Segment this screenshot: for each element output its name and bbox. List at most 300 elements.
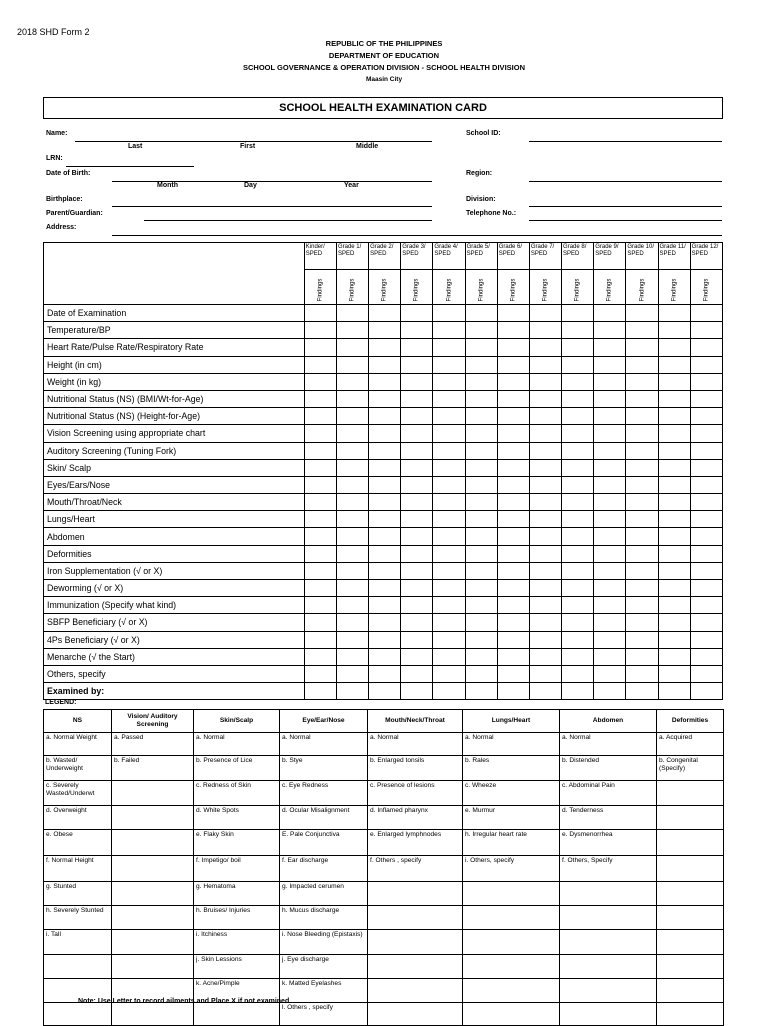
exam-entry-cell[interactable] [401, 305, 433, 322]
exam-entry-cell[interactable] [562, 305, 594, 322]
exam-entry-cell[interactable] [497, 614, 529, 631]
exam-entry-cell[interactable] [497, 580, 529, 597]
exam-entry-cell[interactable] [529, 322, 561, 339]
exam-entry-cell[interactable] [304, 322, 336, 339]
exam-entry-cell[interactable] [465, 683, 497, 700]
exam-entry-cell[interactable] [336, 425, 368, 442]
exam-entry-cell[interactable] [690, 562, 722, 579]
exam-entry-cell[interactable] [497, 494, 529, 511]
exam-entry-cell[interactable] [401, 425, 433, 442]
exam-entry-cell[interactable] [594, 665, 626, 682]
exam-entry-cell[interactable] [594, 614, 626, 631]
exam-entry-cell[interactable] [497, 425, 529, 442]
exam-entry-cell[interactable] [529, 442, 561, 459]
exam-entry-cell[interactable] [658, 425, 690, 442]
exam-entry-cell[interactable] [465, 442, 497, 459]
exam-entry-cell[interactable] [690, 614, 722, 631]
exam-entry-cell[interactable] [497, 322, 529, 339]
exam-entry-cell[interactable] [658, 665, 690, 682]
exam-entry-cell[interactable] [594, 459, 626, 476]
exam-entry-cell[interactable] [465, 373, 497, 390]
exam-entry-cell[interactable] [529, 665, 561, 682]
exam-entry-cell[interactable] [529, 597, 561, 614]
exam-entry-cell[interactable] [401, 442, 433, 459]
exam-entry-cell[interactable] [465, 322, 497, 339]
exam-entry-cell[interactable] [369, 494, 401, 511]
exam-entry-cell[interactable] [658, 459, 690, 476]
exam-entry-cell[interactable] [304, 511, 336, 528]
exam-entry-cell[interactable] [369, 562, 401, 579]
exam-entry-cell[interactable] [626, 511, 658, 528]
exam-entry-cell[interactable] [401, 408, 433, 425]
exam-entry-cell[interactable] [433, 408, 465, 425]
exam-entry-cell[interactable] [304, 459, 336, 476]
exam-entry-cell[interactable] [690, 494, 722, 511]
exam-entry-cell[interactable] [401, 459, 433, 476]
exam-entry-cell[interactable] [529, 511, 561, 528]
exam-entry-cell[interactable] [465, 476, 497, 493]
exam-entry-cell[interactable] [304, 683, 336, 700]
exam-entry-cell[interactable] [497, 459, 529, 476]
exam-entry-cell[interactable] [401, 562, 433, 579]
exam-entry-cell[interactable] [433, 305, 465, 322]
exam-entry-cell[interactable] [594, 528, 626, 545]
exam-entry-cell[interactable] [658, 631, 690, 648]
exam-entry-cell[interactable] [465, 545, 497, 562]
exam-entry-cell[interactable] [433, 528, 465, 545]
exam-entry-cell[interactable] [594, 545, 626, 562]
exam-entry-cell[interactable] [690, 683, 722, 700]
exam-entry-cell[interactable] [433, 545, 465, 562]
exam-entry-cell[interactable] [369, 339, 401, 356]
exam-entry-cell[interactable] [594, 476, 626, 493]
exam-entry-cell[interactable] [304, 648, 336, 665]
exam-entry-cell[interactable] [690, 580, 722, 597]
exam-entry-cell[interactable] [626, 390, 658, 407]
exam-entry-cell[interactable] [369, 648, 401, 665]
exam-entry-cell[interactable] [594, 442, 626, 459]
exam-entry-cell[interactable] [594, 322, 626, 339]
exam-entry-cell[interactable] [658, 322, 690, 339]
parent-field[interactable] [144, 220, 432, 221]
exam-entry-cell[interactable] [465, 665, 497, 682]
exam-entry-cell[interactable] [690, 665, 722, 682]
exam-entry-cell[interactable] [433, 322, 465, 339]
exam-entry-cell[interactable] [562, 614, 594, 631]
exam-entry-cell[interactable] [336, 356, 368, 373]
exam-entry-cell[interactable] [594, 597, 626, 614]
exam-entry-cell[interactable] [658, 408, 690, 425]
exam-entry-cell[interactable] [336, 597, 368, 614]
exam-entry-cell[interactable] [626, 580, 658, 597]
exam-entry-cell[interactable] [465, 305, 497, 322]
exam-entry-cell[interactable] [658, 494, 690, 511]
exam-entry-cell[interactable] [465, 631, 497, 648]
exam-entry-cell[interactable] [304, 562, 336, 579]
exam-entry-cell[interactable] [497, 408, 529, 425]
exam-entry-cell[interactable] [690, 373, 722, 390]
exam-entry-cell[interactable] [497, 356, 529, 373]
exam-entry-cell[interactable] [594, 494, 626, 511]
exam-entry-cell[interactable] [336, 511, 368, 528]
exam-entry-cell[interactable] [497, 339, 529, 356]
exam-entry-cell[interactable] [433, 442, 465, 459]
name-field[interactable] [75, 141, 432, 142]
exam-entry-cell[interactable] [658, 442, 690, 459]
exam-entry-cell[interactable] [369, 511, 401, 528]
exam-entry-cell[interactable] [690, 459, 722, 476]
exam-entry-cell[interactable] [626, 665, 658, 682]
exam-entry-cell[interactable] [658, 648, 690, 665]
exam-entry-cell[interactable] [562, 356, 594, 373]
exam-entry-cell[interactable] [304, 442, 336, 459]
exam-entry-cell[interactable] [658, 528, 690, 545]
exam-entry-cell[interactable] [336, 322, 368, 339]
exam-entry-cell[interactable] [304, 476, 336, 493]
exam-entry-cell[interactable] [336, 390, 368, 407]
exam-entry-cell[interactable] [401, 494, 433, 511]
exam-entry-cell[interactable] [433, 425, 465, 442]
exam-entry-cell[interactable] [401, 614, 433, 631]
exam-entry-cell[interactable] [304, 408, 336, 425]
exam-entry-cell[interactable] [497, 390, 529, 407]
exam-entry-cell[interactable] [433, 476, 465, 493]
exam-entry-cell[interactable] [626, 373, 658, 390]
exam-entry-cell[interactable] [433, 459, 465, 476]
exam-entry-cell[interactable] [369, 545, 401, 562]
exam-entry-cell[interactable] [626, 408, 658, 425]
exam-entry-cell[interactable] [304, 425, 336, 442]
exam-entry-cell[interactable] [369, 442, 401, 459]
exam-entry-cell[interactable] [497, 562, 529, 579]
exam-entry-cell[interactable] [433, 631, 465, 648]
exam-entry-cell[interactable] [304, 390, 336, 407]
exam-entry-cell[interactable] [401, 476, 433, 493]
exam-entry-cell[interactable] [562, 648, 594, 665]
exam-entry-cell[interactable] [594, 390, 626, 407]
exam-entry-cell[interactable] [336, 339, 368, 356]
exam-entry-cell[interactable] [690, 305, 722, 322]
exam-entry-cell[interactable] [369, 528, 401, 545]
exam-entry-cell[interactable] [336, 305, 368, 322]
exam-entry-cell[interactable] [433, 597, 465, 614]
exam-entry-cell[interactable] [433, 580, 465, 597]
exam-entry-cell[interactable] [497, 631, 529, 648]
exam-entry-cell[interactable] [304, 494, 336, 511]
exam-entry-cell[interactable] [690, 322, 722, 339]
exam-entry-cell[interactable] [562, 494, 594, 511]
exam-entry-cell[interactable] [529, 305, 561, 322]
exam-entry-cell[interactable] [465, 425, 497, 442]
exam-entry-cell[interactable] [497, 545, 529, 562]
exam-entry-cell[interactable] [465, 562, 497, 579]
exam-entry-cell[interactable] [369, 425, 401, 442]
exam-entry-cell[interactable] [690, 356, 722, 373]
exam-entry-cell[interactable] [336, 614, 368, 631]
exam-entry-cell[interactable] [658, 390, 690, 407]
exam-entry-cell[interactable] [369, 322, 401, 339]
exam-entry-cell[interactable] [336, 648, 368, 665]
exam-entry-cell[interactable] [562, 597, 594, 614]
exam-entry-cell[interactable] [304, 356, 336, 373]
exam-entry-cell[interactable] [529, 631, 561, 648]
exam-entry-cell[interactable] [562, 459, 594, 476]
exam-entry-cell[interactable] [369, 476, 401, 493]
exam-entry-cell[interactable] [529, 356, 561, 373]
exam-entry-cell[interactable] [562, 511, 594, 528]
exam-entry-cell[interactable] [369, 390, 401, 407]
exam-entry-cell[interactable] [529, 562, 561, 579]
exam-entry-cell[interactable] [690, 511, 722, 528]
exam-entry-cell[interactable] [626, 597, 658, 614]
exam-entry-cell[interactable] [562, 476, 594, 493]
exam-entry-cell[interactable] [336, 631, 368, 648]
exam-entry-cell[interactable] [336, 528, 368, 545]
exam-entry-cell[interactable] [336, 476, 368, 493]
exam-entry-cell[interactable] [594, 408, 626, 425]
exam-entry-cell[interactable] [401, 631, 433, 648]
exam-entry-cell[interactable] [497, 648, 529, 665]
exam-entry-cell[interactable] [304, 528, 336, 545]
exam-entry-cell[interactable] [529, 580, 561, 597]
telephone-field[interactable] [529, 220, 722, 221]
exam-entry-cell[interactable] [304, 373, 336, 390]
exam-entry-cell[interactable] [658, 614, 690, 631]
exam-entry-cell[interactable] [369, 356, 401, 373]
exam-entry-cell[interactable] [626, 562, 658, 579]
exam-entry-cell[interactable] [497, 665, 529, 682]
exam-entry-cell[interactable] [369, 614, 401, 631]
exam-entry-cell[interactable] [658, 339, 690, 356]
exam-entry-cell[interactable] [465, 614, 497, 631]
exam-entry-cell[interactable] [658, 476, 690, 493]
exam-entry-cell[interactable] [594, 373, 626, 390]
exam-entry-cell[interactable] [562, 545, 594, 562]
exam-entry-cell[interactable] [465, 390, 497, 407]
exam-entry-cell[interactable] [304, 631, 336, 648]
exam-entry-cell[interactable] [626, 442, 658, 459]
exam-entry-cell[interactable] [690, 442, 722, 459]
exam-entry-cell[interactable] [562, 562, 594, 579]
exam-entry-cell[interactable] [658, 305, 690, 322]
exam-entry-cell[interactable] [690, 528, 722, 545]
exam-entry-cell[interactable] [401, 597, 433, 614]
exam-entry-cell[interactable] [626, 339, 658, 356]
exam-entry-cell[interactable] [336, 459, 368, 476]
exam-entry-cell[interactable] [594, 305, 626, 322]
exam-entry-cell[interactable] [594, 631, 626, 648]
exam-entry-cell[interactable] [626, 494, 658, 511]
exam-entry-cell[interactable] [336, 408, 368, 425]
exam-entry-cell[interactable] [594, 683, 626, 700]
exam-entry-cell[interactable] [433, 494, 465, 511]
exam-entry-cell[interactable] [690, 390, 722, 407]
exam-entry-cell[interactable] [465, 339, 497, 356]
exam-entry-cell[interactable] [529, 459, 561, 476]
exam-entry-cell[interactable] [658, 545, 690, 562]
exam-entry-cell[interactable] [658, 511, 690, 528]
exam-entry-cell[interactable] [401, 511, 433, 528]
exam-entry-cell[interactable] [433, 614, 465, 631]
exam-entry-cell[interactable] [465, 494, 497, 511]
exam-entry-cell[interactable] [401, 580, 433, 597]
exam-entry-cell[interactable] [497, 476, 529, 493]
exam-entry-cell[interactable] [626, 648, 658, 665]
exam-entry-cell[interactable] [690, 339, 722, 356]
exam-entry-cell[interactable] [304, 597, 336, 614]
exam-entry-cell[interactable] [529, 648, 561, 665]
exam-entry-cell[interactable] [626, 614, 658, 631]
exam-entry-cell[interactable] [497, 511, 529, 528]
exam-entry-cell[interactable] [369, 408, 401, 425]
exam-entry-cell[interactable] [465, 580, 497, 597]
exam-entry-cell[interactable] [497, 597, 529, 614]
exam-entry-cell[interactable] [401, 339, 433, 356]
exam-entry-cell[interactable] [562, 528, 594, 545]
exam-entry-cell[interactable] [529, 683, 561, 700]
exam-entry-cell[interactable] [401, 545, 433, 562]
exam-entry-cell[interactable] [433, 373, 465, 390]
exam-entry-cell[interactable] [658, 373, 690, 390]
exam-entry-cell[interactable] [626, 631, 658, 648]
exam-entry-cell[interactable] [336, 665, 368, 682]
exam-entry-cell[interactable] [658, 683, 690, 700]
exam-entry-cell[interactable] [401, 390, 433, 407]
exam-entry-cell[interactable] [401, 683, 433, 700]
exam-entry-cell[interactable] [626, 545, 658, 562]
exam-entry-cell[interactable] [594, 425, 626, 442]
exam-entry-cell[interactable] [594, 648, 626, 665]
birthplace-field[interactable] [112, 206, 432, 207]
exam-entry-cell[interactable] [626, 356, 658, 373]
exam-entry-cell[interactable] [658, 580, 690, 597]
exam-entry-cell[interactable] [658, 356, 690, 373]
exam-entry-cell[interactable] [626, 459, 658, 476]
exam-entry-cell[interactable] [465, 648, 497, 665]
exam-entry-cell[interactable] [529, 545, 561, 562]
exam-entry-cell[interactable] [433, 648, 465, 665]
exam-entry-cell[interactable] [529, 476, 561, 493]
exam-entry-cell[interactable] [497, 305, 529, 322]
exam-entry-cell[interactable] [529, 408, 561, 425]
address-field[interactable] [112, 235, 722, 236]
exam-entry-cell[interactable] [369, 631, 401, 648]
exam-entry-cell[interactable] [690, 476, 722, 493]
exam-entry-cell[interactable] [626, 425, 658, 442]
region-field[interactable] [529, 181, 722, 182]
exam-entry-cell[interactable] [304, 305, 336, 322]
exam-entry-cell[interactable] [465, 511, 497, 528]
exam-entry-cell[interactable] [658, 597, 690, 614]
exam-entry-cell[interactable] [562, 665, 594, 682]
exam-entry-cell[interactable] [562, 425, 594, 442]
division-field[interactable] [529, 206, 722, 207]
exam-entry-cell[interactable] [690, 545, 722, 562]
exam-entry-cell[interactable] [562, 339, 594, 356]
exam-entry-cell[interactable] [562, 408, 594, 425]
exam-entry-cell[interactable] [562, 683, 594, 700]
exam-entry-cell[interactable] [562, 373, 594, 390]
exam-entry-cell[interactable] [497, 442, 529, 459]
exam-entry-cell[interactable] [658, 562, 690, 579]
exam-entry-cell[interactable] [401, 665, 433, 682]
exam-entry-cell[interactable] [465, 408, 497, 425]
exam-entry-cell[interactable] [497, 683, 529, 700]
exam-entry-cell[interactable] [594, 562, 626, 579]
exam-entry-cell[interactable] [465, 528, 497, 545]
exam-entry-cell[interactable] [369, 373, 401, 390]
exam-entry-cell[interactable] [594, 339, 626, 356]
exam-entry-cell[interactable] [626, 528, 658, 545]
exam-entry-cell[interactable] [304, 339, 336, 356]
exam-entry-cell[interactable] [529, 373, 561, 390]
exam-entry-cell[interactable] [336, 494, 368, 511]
exam-entry-cell[interactable] [401, 356, 433, 373]
exam-entry-cell[interactable] [336, 562, 368, 579]
lrn-field[interactable] [66, 166, 194, 167]
exam-entry-cell[interactable] [304, 580, 336, 597]
exam-entry-cell[interactable] [690, 597, 722, 614]
exam-entry-cell[interactable] [529, 614, 561, 631]
exam-entry-cell[interactable] [497, 373, 529, 390]
exam-entry-cell[interactable] [529, 390, 561, 407]
exam-entry-cell[interactable] [529, 528, 561, 545]
exam-entry-cell[interactable] [433, 665, 465, 682]
exam-entry-cell[interactable] [529, 425, 561, 442]
exam-entry-cell[interactable] [594, 580, 626, 597]
exam-entry-cell[interactable] [497, 528, 529, 545]
exam-entry-cell[interactable] [690, 425, 722, 442]
exam-entry-cell[interactable] [401, 528, 433, 545]
exam-entry-cell[interactable] [433, 562, 465, 579]
exam-entry-cell[interactable] [369, 683, 401, 700]
exam-entry-cell[interactable] [465, 356, 497, 373]
exam-entry-cell[interactable] [690, 648, 722, 665]
exam-entry-cell[interactable] [369, 580, 401, 597]
exam-entry-cell[interactable] [562, 442, 594, 459]
exam-entry-cell[interactable] [529, 339, 561, 356]
exam-entry-cell[interactable] [562, 580, 594, 597]
exam-entry-cell[interactable] [465, 459, 497, 476]
exam-entry-cell[interactable] [690, 631, 722, 648]
school-id-field[interactable] [529, 141, 722, 142]
exam-entry-cell[interactable] [433, 339, 465, 356]
exam-entry-cell[interactable] [401, 648, 433, 665]
exam-entry-cell[interactable] [690, 408, 722, 425]
exam-entry-cell[interactable] [594, 511, 626, 528]
exam-entry-cell[interactable] [304, 614, 336, 631]
exam-entry-cell[interactable] [369, 597, 401, 614]
exam-entry-cell[interactable] [433, 356, 465, 373]
exam-entry-cell[interactable] [626, 683, 658, 700]
exam-entry-cell[interactable] [336, 373, 368, 390]
exam-entry-cell[interactable] [369, 665, 401, 682]
exam-entry-cell[interactable] [626, 476, 658, 493]
exam-entry-cell[interactable] [433, 511, 465, 528]
exam-entry-cell[interactable] [304, 665, 336, 682]
exam-entry-cell[interactable] [433, 390, 465, 407]
exam-entry-cell[interactable] [304, 545, 336, 562]
exam-entry-cell[interactable] [562, 390, 594, 407]
exam-entry-cell[interactable] [465, 597, 497, 614]
exam-entry-cell[interactable] [336, 580, 368, 597]
exam-entry-cell[interactable] [562, 322, 594, 339]
exam-entry-cell[interactable] [562, 631, 594, 648]
exam-entry-cell[interactable] [369, 305, 401, 322]
exam-entry-cell[interactable] [401, 322, 433, 339]
exam-entry-cell[interactable] [433, 683, 465, 700]
exam-entry-cell[interactable] [336, 442, 368, 459]
